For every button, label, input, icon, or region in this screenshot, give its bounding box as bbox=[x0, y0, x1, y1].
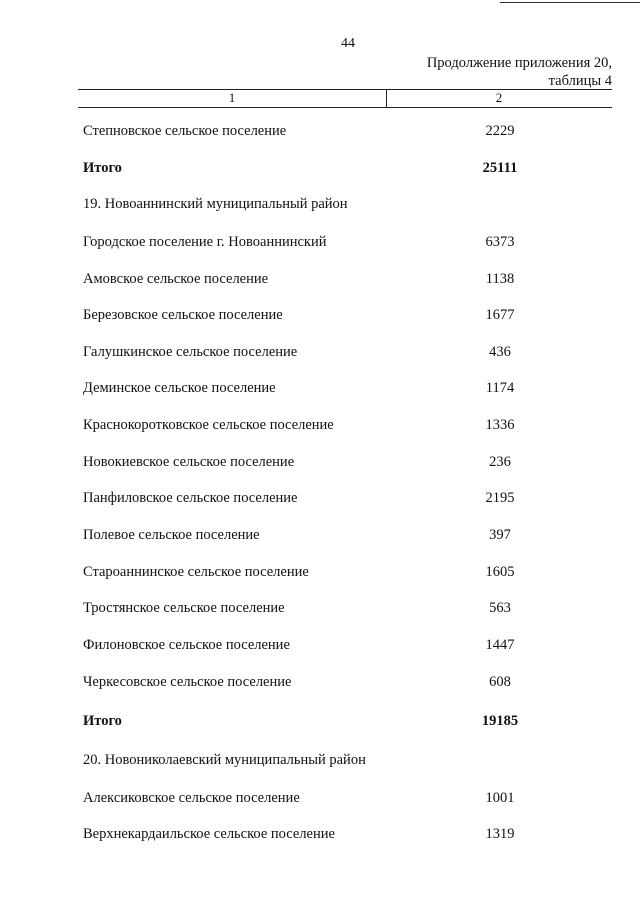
total-row bbox=[0, 156, 640, 180]
section-heading-row bbox=[0, 748, 640, 772]
settlement-name: Березовское сельское поселение bbox=[83, 307, 283, 323]
settlement-name: Алексиковское сельское поселение bbox=[83, 790, 300, 806]
table-row bbox=[0, 340, 640, 364]
table-row bbox=[0, 303, 640, 327]
settlement-value: 1447 bbox=[485, 637, 515, 653]
table-row bbox=[0, 413, 640, 437]
table-row bbox=[0, 267, 640, 291]
total-value: 19185 bbox=[481, 713, 519, 729]
section-heading: 19. Новоаннинский муниципальный район bbox=[83, 196, 348, 212]
settlement-value: 1174 bbox=[485, 380, 515, 396]
continuation-line-1: Продолжение приложения 20, bbox=[426, 55, 612, 71]
settlement-value: 1336 bbox=[485, 417, 515, 433]
continuation-line-2: таблицы 4 bbox=[548, 73, 612, 89]
settlement-name: Городское поселение г. Новоаннинский bbox=[83, 234, 327, 250]
settlement-name: Черкесовское сельское поселение bbox=[83, 674, 292, 690]
settlement-name: Краснокоротковское сельское поселение bbox=[83, 417, 334, 433]
table-row bbox=[0, 486, 640, 510]
table-row bbox=[0, 523, 640, 547]
settlement-value: 397 bbox=[489, 527, 511, 543]
total-label: Итого bbox=[83, 160, 122, 176]
settlement-name: Староаннинское сельское поселение bbox=[83, 564, 309, 580]
settlement-name: Тростянское сельское поселение bbox=[83, 600, 285, 616]
table-row bbox=[0, 560, 640, 584]
table-row bbox=[0, 376, 640, 400]
table-row bbox=[0, 822, 640, 846]
table-row bbox=[0, 596, 640, 620]
table-row bbox=[0, 670, 640, 694]
settlement-name: Амовское сельское поселение bbox=[83, 271, 269, 287]
table-row bbox=[0, 119, 640, 143]
column-header-2: 2 bbox=[495, 90, 503, 105]
settlement-value: 1605 bbox=[485, 564, 515, 580]
settlement-value: 1677 bbox=[485, 307, 515, 323]
settlement-name: Степновское сельское поселение bbox=[83, 123, 287, 139]
total-label: Итого bbox=[83, 713, 122, 729]
column-header-1: 1 bbox=[228, 90, 236, 105]
settlement-name: Полевое сельское поселение bbox=[83, 527, 260, 543]
table-header-bottom-border bbox=[78, 107, 612, 108]
settlement-value: 1001 bbox=[485, 790, 515, 806]
settlement-name: Верхнекардаильское сельское поселение bbox=[83, 826, 335, 842]
table-row bbox=[0, 230, 640, 254]
settlement-value: 1319 bbox=[485, 826, 515, 842]
total-row bbox=[0, 709, 640, 733]
top-rule bbox=[500, 2, 640, 3]
settlement-value: 436 bbox=[489, 344, 511, 360]
settlement-value: 6373 bbox=[485, 234, 515, 250]
section-heading: 20. Новониколаевский муниципальный район bbox=[83, 752, 366, 768]
settlement-name: Панфиловское сельское поселение bbox=[83, 490, 298, 506]
table-row bbox=[0, 450, 640, 474]
table-row bbox=[0, 786, 640, 810]
page-number: 44 bbox=[341, 36, 355, 51]
settlement-name: Деминское сельское поселение bbox=[83, 380, 276, 396]
settlement-name: Галушкинское сельское поселение bbox=[83, 344, 298, 360]
settlement-value: 608 bbox=[489, 674, 511, 690]
table-row bbox=[0, 633, 640, 657]
section-heading-row bbox=[0, 192, 640, 216]
settlement-value: 1138 bbox=[485, 271, 515, 287]
settlement-value: 2229 bbox=[485, 123, 515, 139]
continuation-note bbox=[427, 54, 612, 90]
total-value: 25111 bbox=[482, 160, 518, 176]
settlement-value: 563 bbox=[489, 600, 511, 616]
settlement-value: 2195 bbox=[485, 490, 515, 506]
settlement-name: Новокиевское сельское поселение bbox=[83, 454, 295, 470]
settlement-name: Филоновское сельское поселение bbox=[83, 637, 290, 653]
settlement-value: 236 bbox=[489, 454, 511, 470]
